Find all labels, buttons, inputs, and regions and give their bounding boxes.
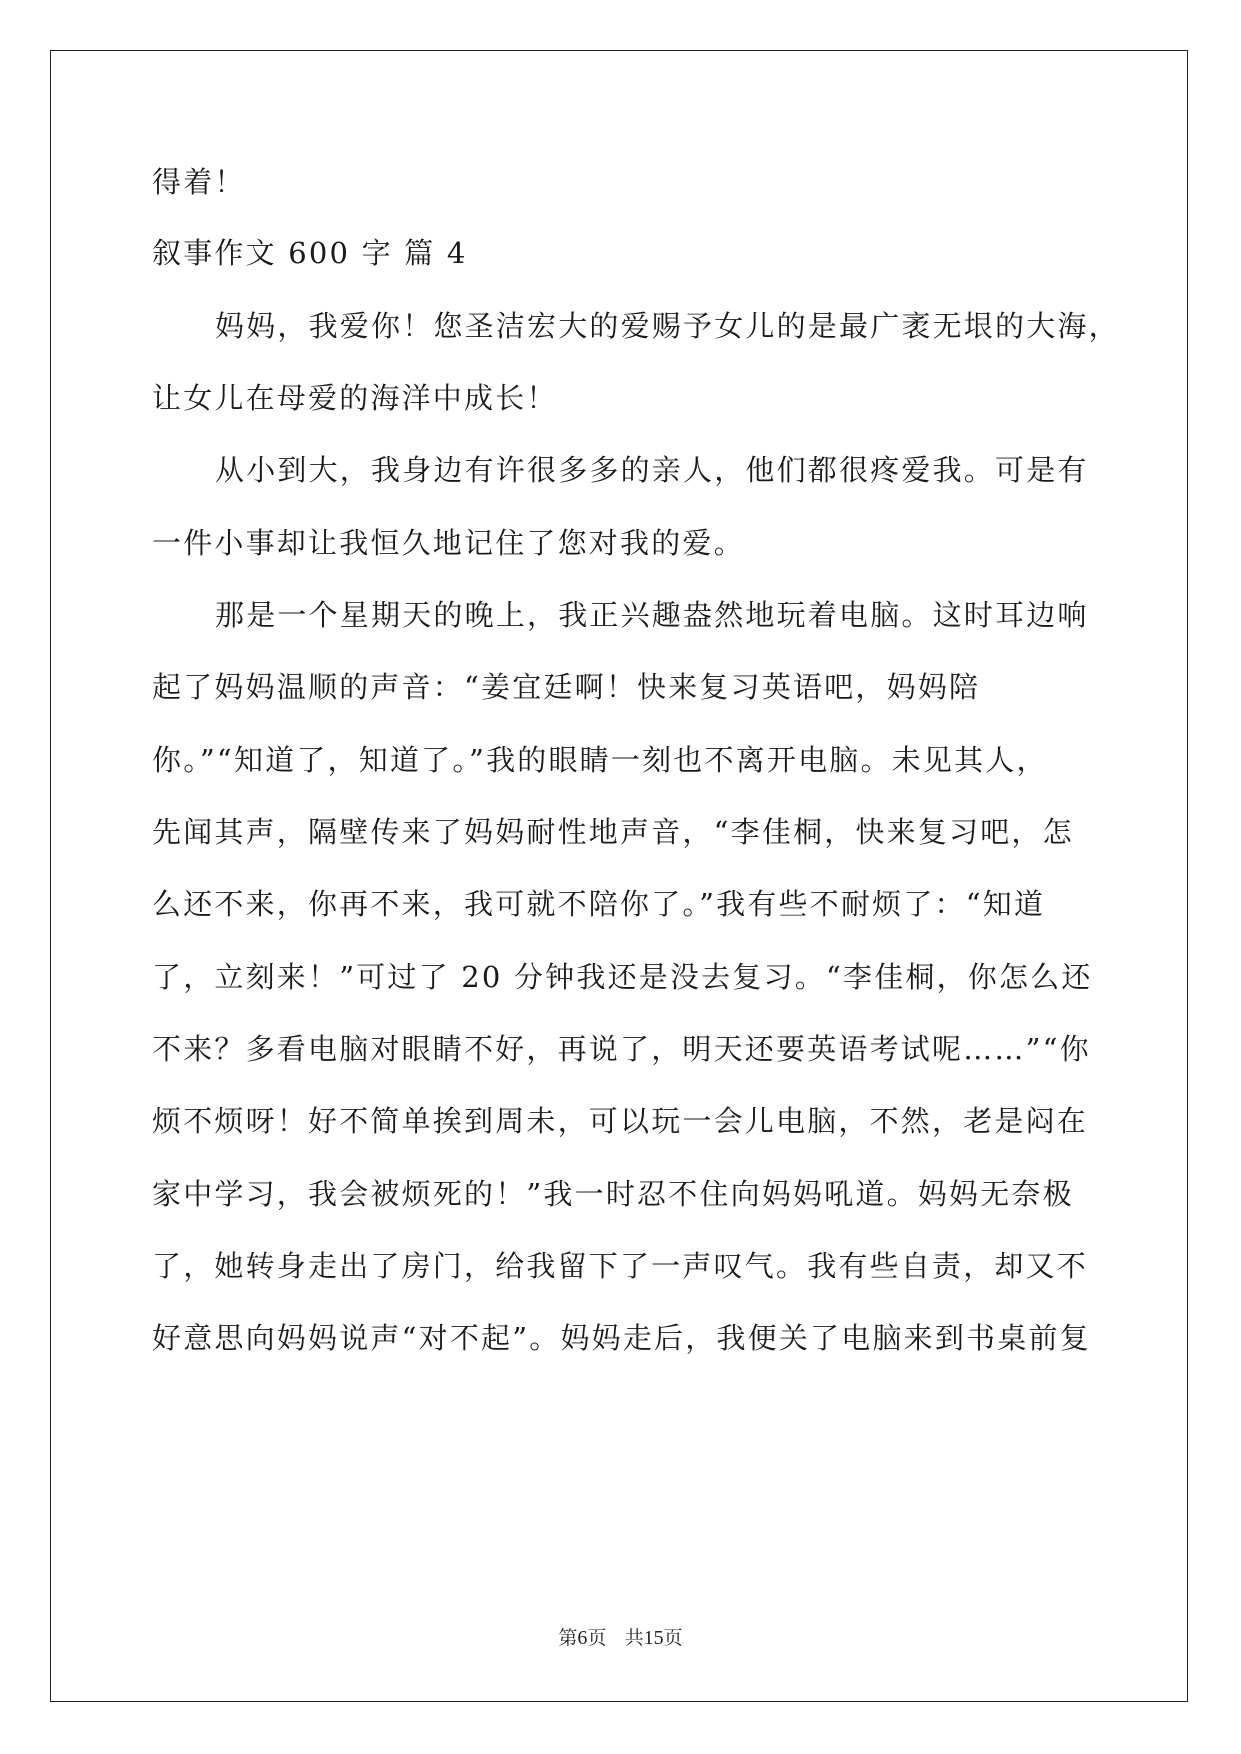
- total-page-count: 15: [643, 1627, 664, 1649]
- paragraph-line: 么还不来，你再不来，我可就不陪你了。”我有些不耐烦了：“知道: [152, 887, 1046, 921]
- paragraph-line: 先闻其声，隔壁传来了妈妈耐性地声音，“李佳桐，快来复习吧，怎: [152, 815, 1074, 849]
- paragraph-line: 你。”“知道了，知道了。”我的眼睛一刻也不离开电脑。未见其人，: [152, 743, 1048, 777]
- footer-total-suffix: 页: [663, 1627, 683, 1649]
- paragraph-line: 家中学习，我会被烦死的！”我一时忍不住向妈妈吼道。妈妈无奈极: [152, 1177, 1074, 1211]
- paragraph-line: 那是一个星期天的晚上，我正兴趣盎然地玩着电脑。这时耳边响: [215, 598, 1089, 632]
- current-page-number: 6: [577, 1627, 588, 1649]
- paragraph-line: 好意思向妈妈说声“对不起”。妈妈走后，我便关了电脑来到书桌前复: [152, 1321, 1091, 1355]
- paragraph-line: 妈妈，我爱你！您圣洁宏大的爱赐予女儿的是最广袤无垠的大海，: [215, 309, 1120, 343]
- paragraph-line: 从小到大，我身边有许很多多的亲人，他们都很疼爱我。可是有: [215, 453, 1089, 487]
- paragraph-line: 了，立刻来！”可过了 20 分钟我还是没去复习。“李佳桐，你怎么还: [152, 960, 1093, 994]
- paragraph-line: 不来？多看电脑对眼睛不好，再说了，明天还要英语考试呢……”“你: [152, 1032, 1091, 1066]
- footer-page-suffix: 页: [587, 1627, 607, 1649]
- paragraph-line: 起了妈妈温顺的声音：“姜宜廷啊！快来复习英语吧，妈妈陪: [152, 670, 981, 704]
- page-footer: [0, 1625, 1241, 1651]
- section-heading: 叙事作文 600 字 篇 4: [152, 236, 468, 270]
- page-border: [50, 50, 1188, 1702]
- footer-total-prefix: 共: [624, 1627, 644, 1649]
- paragraph-line: 一件小事却让我恒久地记住了您对我的爱。: [152, 526, 745, 560]
- paragraph-line: 了，她转身走出了房门，给我留下了一声叹气。我有些自责，却又不: [152, 1249, 1089, 1283]
- paragraph-line: 烦不烦呀！好不简单挨到周未，可以玩一会儿电脑，不然，老是闷在: [152, 1104, 1089, 1138]
- footer-prefix: 第: [558, 1627, 578, 1649]
- paragraph-line: 让女儿在母爱的海洋中成长！: [152, 381, 558, 415]
- text-line: 得着！: [152, 165, 246, 199]
